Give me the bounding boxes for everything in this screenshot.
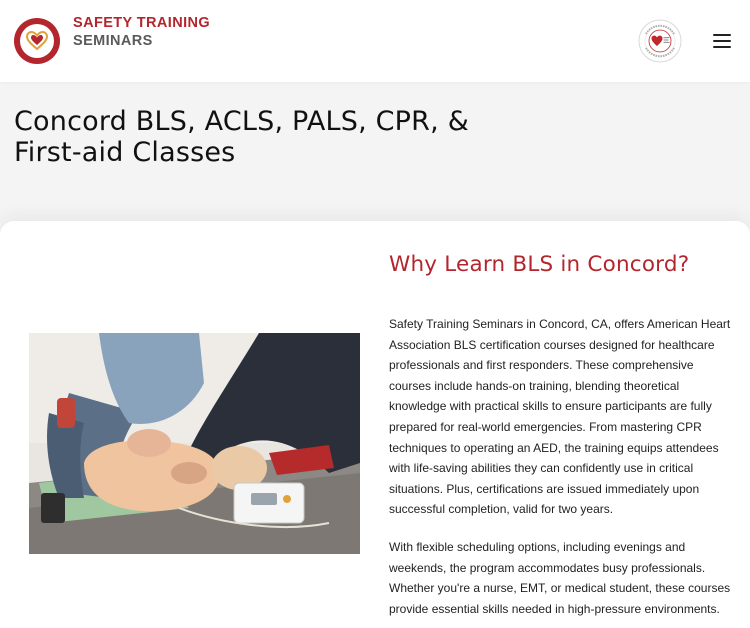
logo-badge[interactable] <box>14 18 60 64</box>
content-card <box>0 221 750 628</box>
section-paragraph-1: Safety Training Seminars in Concord, CA, offers American Heart Association BLS certification courses designed for healthcare professionals and first responders. These comprehensive courses include hands-on training, blending theoretical knowledge with practical skills to ensure participants are fully prepared for real-world emergencies. From mastering CPR techniques to operating an AED, the training equips attendees with life-saving abilities they can confidently use in critical situations. Plus, certifications are issued immediately upon successful completion, valid for two years. <box>389 317 731 517</box>
site-header <box>0 0 750 82</box>
page-title: Concord BLS, ACLS, PALS, CPR, & First-aid Classes <box>14 106 469 168</box>
aha-authorized-training-center-icon <box>638 19 682 63</box>
brand-line-1: SAFETY TRAINING <box>73 15 211 31</box>
brand-line-2: SEMINARS <box>73 33 153 49</box>
heart-badge-icon <box>20 24 54 58</box>
section-title: Why Learn BLS in Concord? <box>389 252 690 277</box>
hamburger-menu-icon[interactable] <box>713 34 731 48</box>
cpr-training-photo <box>29 333 360 554</box>
brand-name[interactable] <box>73 14 210 50</box>
section-paragraph-2: With flexible scheduling options, including evenings and weekends, the program accommodates busy professionals. Whether you're a nurse, EMT, or medical student, these courses provide essential skills needed in high-pressure environments. <box>389 540 731 616</box>
